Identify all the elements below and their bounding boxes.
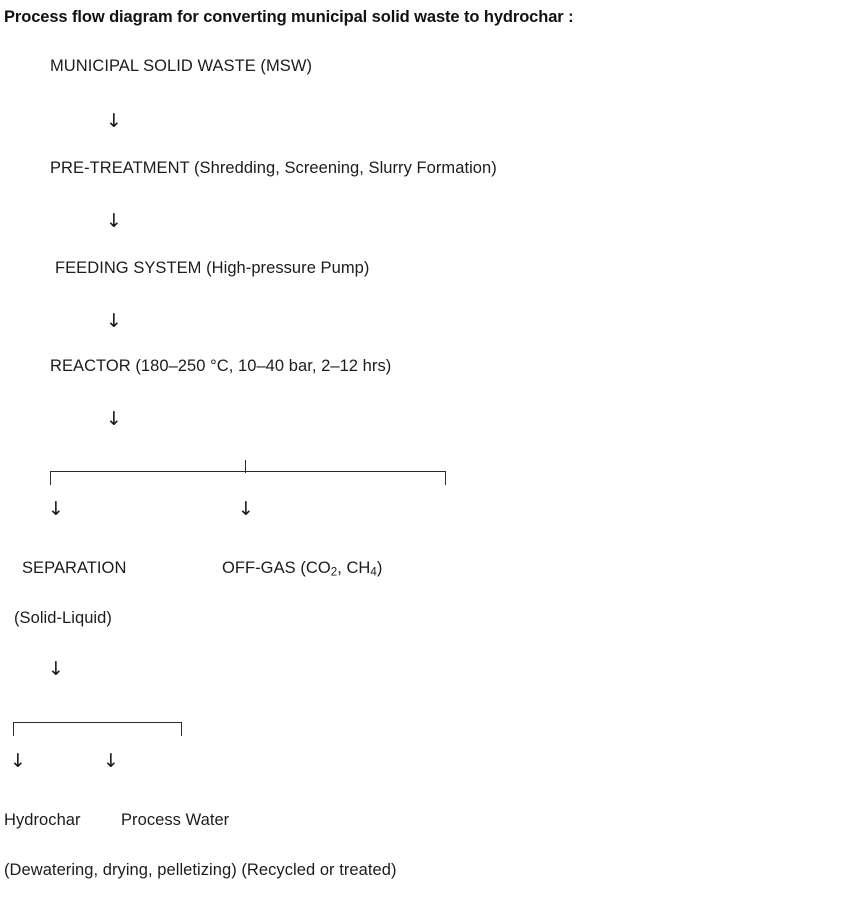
arrow-down-icon-1: ↓	[106, 110, 122, 132]
split-bracket-1	[50, 471, 446, 485]
split-bracket-2	[13, 722, 182, 736]
arrow-down-icon-7: ↓	[48, 658, 64, 680]
node-hydrochar: Hydrochar	[4, 811, 81, 829]
arrow-down-icon-8: ↓	[10, 750, 26, 772]
node-pre-treatment: PRE-TREATMENT (Shredding, Screening, Slurry Formation)	[50, 159, 497, 177]
node-process-water: Process Water	[121, 811, 230, 829]
arrow-down-icon-4: ↓	[106, 408, 122, 430]
arrow-down-icon-5: ↓	[48, 498, 64, 520]
arrow-down-icon-3: ↓	[106, 310, 122, 332]
node-reactor: REACTOR (180–250 °C, 10–40 bar, 2–12 hrs)	[50, 357, 392, 375]
node-feeding-system: FEEDING SYSTEM (High-pressure Pump)	[55, 259, 370, 277]
arrow-down-icon-2: ↓	[106, 210, 122, 232]
node-separation-detail: (Solid-Liquid)	[14, 609, 112, 627]
off-gas-label-suffix: )	[376, 559, 383, 577]
off-gas-label-mid: , CH	[337, 559, 371, 577]
off-gas-sub-co2: 2	[330, 566, 338, 579]
arrow-down-icon-6: ↓	[238, 498, 254, 520]
off-gas-sub-ch4: 4	[370, 566, 377, 579]
off-gas-label-prefix: OFF-GAS (CO	[222, 559, 331, 577]
node-separation: SEPARATION	[22, 559, 127, 577]
page-title: Process flow diagram for converting municipal solid waste to hydrochar :	[4, 8, 574, 26]
arrow-down-icon-9: ↓	[103, 750, 119, 772]
node-off-gas	[222, 560, 382, 577]
node-bottom-note: (Dewatering, drying, pelletizing) (Recycled or treated)	[4, 861, 397, 879]
node-municipal-solid-waste: MUNICIPAL SOLID WASTE (MSW)	[50, 57, 312, 75]
